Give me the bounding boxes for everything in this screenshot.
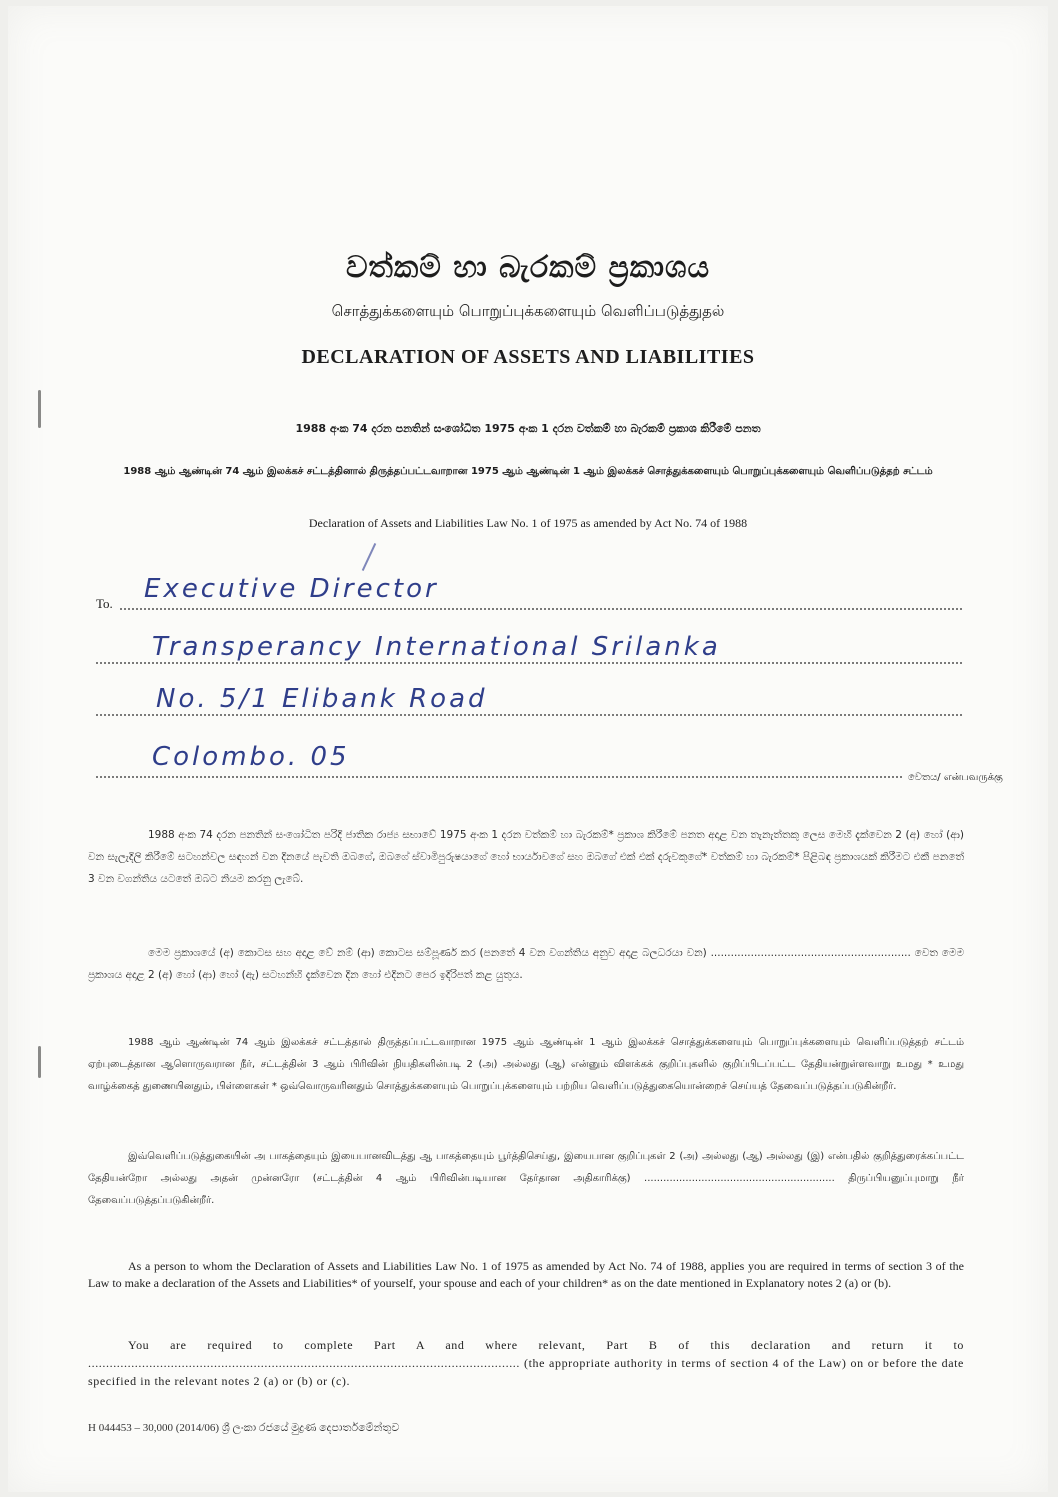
address-line-1[interactable] [120, 608, 962, 610]
paragraph-tamil-2: இவ்வெளிப்படுத்துகையின் அ பாகத்தையும் இயைபானவிடத்து ஆ பாகத்தையும் பூர்த்திசெய்து, இயைபான குறிப்புகள் 2 (அ) அல்லது (ஆ) அல்லது (இ) என்பதில் குறித்துரைக்கப்பட்ட தேதியன்றோ அல்லது அதன் முன்னரோ (சட்டத்தின் 4 ஆம் பிரிவின்படியான தேர்தான அதிகாரிக்கு) ............................................................ திருப்பியனுப்புமாறு நீர் தேவைப்படுத்தப்படுகின்றீர். [88, 1151, 964, 1206]
act-title-sinhala: 1988 අංක 74 දරන පනතින් සංශෝධිත 1975 අංක 1 දරන වත්කම් හා බැරකම් ප්‍රකාශ කිරීමේ පනත [295, 422, 761, 435]
address-handwritten-3: No. 5/1 Elibank Road [156, 684, 488, 714]
act-title-tamil: 1988 ஆம் ஆண்டின் 74 ஆம் இலக்கச் சட்டத்தினால் திருத்தப்பட்டவாறான 1975 ஆம் ஆண்டின் 1 ஆம் இலக்கச் சொத்துக்களையும் பொறுப்புக்களையும் வெளிப்படுத்தற் சட்டம் [123, 466, 933, 477]
act-title-english: Declaration of Assets and Liabilities Law No. 1 of 1975 as amended by Act No. 74 of 1988 [308, 516, 748, 530]
to-label: To. [96, 596, 113, 611]
paragraph-sinhala-2: මෙම ප්‍රකාශයේ (අ) කොටස සහ අදාළ වේ නම් (ආ) කොටස සම්පූර්ණ කර (පනතේ 4 වන වගන්තිය අනුව අදාළ බලධරයා වන) ............................................................ වෙත මෙම ප්‍රකාශය අදාළ 2 (අ) හෝ (ආ) හෝ (ඇ) සටහන්හි දැක්වෙන දින හෝ එදිනට පෙර ඉදිරිපත් කළ යුතුය. [88, 947, 964, 981]
title-sinhala: වත්කම් හා බැරකම් ප්‍රකාශය [345, 250, 711, 285]
declaration-form-page [8, 6, 1048, 1492]
address-handwritten-2: Transperancy International Srilanka [152, 632, 721, 662]
title-tamil: சொத்துக்களையும் பொறுப்புக்களையும் வெளிப்படுத்துதல் [331, 302, 725, 320]
paragraph-sinhala-1: 1988 අංක 74 දරන පනතින් සංශෝධිත පරිදි ජාතික රාජ්‍ය සභාවේ 1975 අංක 1 දරන වත්කම් හා බැරකම්* ප්‍රකාශ කිරීමේ පනත අදාළ වන තැනැත්තකු ලෙස මෙහි දැක්වෙන 2 (අ) හෝ (ආ) වන සැලැදිලි කිරීමේ සටහන්වල සඳහන් වන දිනයේ පැවති ඔබගේ, ඔබගේ ස්වාමිපුරුෂයාගේ හෝ භාර්යාවගේ සහ ඔබගේ එක් එක් දරුවකුගේ* වත්කම් හා බැරකම්* පිළිබඳ ප්‍රකාශයක් කිරීමට එකී පනතේ 3 වන වගන්තිය යටතේ ඔබට නියම කරනු ලැබේ. [88, 829, 964, 885]
addressee-suffix: වෙතය/ என்பவருக்கு [908, 772, 1003, 783]
address-handwritten-4: Colombo. 05 [152, 742, 350, 772]
pen-mark [362, 543, 376, 571]
address-line-3[interactable] [96, 714, 962, 716]
paragraph-english-2: You are required to complete Part A and where relevant, Part B of this declaration and return it to ........................................................................................................................ (the appropriate authority in terms of section 4 of the Law) on or before the date specified in the relevant notes 2 (a) or (b) or (c). [88, 1338, 964, 1388]
margin-mark [38, 1046, 41, 1078]
print-reference-footer: H 044453 – 30,000 (2014/06) ශ්‍රී ලංකා රජයේ මුද්‍රණ දෙපාර්තමේන්තුව [88, 1422, 400, 1434]
paragraph-english-1: As a person to whom the Declaration of Assets and Liabilities Law No. 1 of 1975 as amended by Act No. 74 of 1988, applies you are required in terms of section 3 of the Law to make a declaration of the Assets and Liabilities* of yourself, your spouse and each of your children* as on the date mentioned in Explanatory notes 2 (a) or (b). [88, 1259, 964, 1290]
address-handwritten-1: Executive Director [144, 574, 439, 604]
address-line-4[interactable] [96, 776, 902, 778]
title-english: DECLARATION OF ASSETS AND LIABILITIES [301, 346, 755, 368]
paragraph-tamil-1: 1988 ஆம் ஆண்டின் 74 ஆம் இலக்கச் சட்டத்தால் திருத்தப்பட்டவாறான 1975 ஆம் ஆண்டின் 1 ஆம் இலக்கச் சொத்துக்களையும் பொறுப்புக்களையும் வெளிப்படுத்தற் சட்டம் ஏற்புடைத்தான ஆளொருவரான நீர், சட்டத்தின் 3 ஆம் பிரிவின் நியதிகளின்படி 2 (அ) அல்லது (ஆ) என்னும் விளக்கக் குறிப்புகளில் குறிப்பிடப்பட்ட தேதியன்றுள்ளவாறு உமது * உமது வாழ்க்கைத் துணையினதும், பிள்ளைகள் * ஒவ்வொருவரினதும் சொத்துக்களையும் பொறுப்புக்களையும் பற்றிய வெளிப்படுத்துகையொன்றைச் செய்யத் தேவைப்படுத்தப்படுகின்றீர். [88, 1037, 964, 1092]
address-line-2[interactable] [96, 662, 962, 664]
